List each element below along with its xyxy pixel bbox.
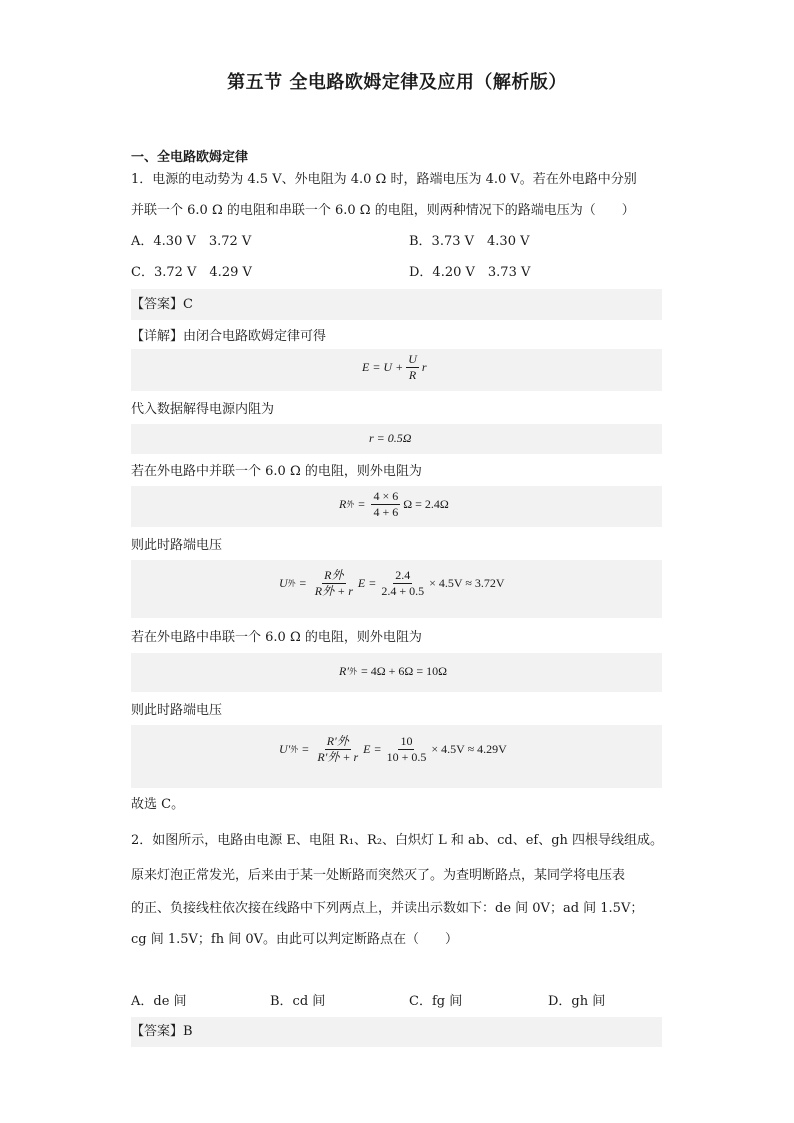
q1-text-4: 若在外电路中串联一个 6.0 Ω 的电阻，则外电阻为 (131, 630, 422, 645)
formula-text: r (421, 360, 427, 374)
formula-parallel-resistance (339, 490, 449, 519)
formula-text: E = U + (362, 360, 404, 374)
formula-subscript: 外 (290, 745, 299, 754)
q2-answer: 【答案】B (131, 1024, 193, 1039)
q1-option-d: D．4.20 V 3.73 V (409, 265, 531, 280)
fraction-denominator: 2.4 + 0.5 (381, 584, 425, 598)
q2-option-b: B．cd 间 (270, 994, 326, 1009)
formula-equals: = (298, 576, 307, 590)
formula-symbol: U′ (279, 742, 291, 756)
formula-subscript: 外 (346, 500, 355, 509)
q1-text-5: 则此时路端电压 (131, 703, 223, 718)
q2-stem-line3: 的正、负接线柱依次接在线路中下列两点上，并读出示数如下：de 间 0V；ad 间 1.5V； (131, 901, 644, 916)
fraction-numerator: R外 (324, 568, 344, 582)
fraction-denominator: R外 + r (314, 584, 353, 598)
q1-stem-line2: 并联一个 6.0 Ω 的电阻和串联一个 6.0 Ω 的电阻，则两种情况下的路端电压为（ ） (131, 203, 635, 218)
fraction-denominator: R (408, 368, 417, 382)
q2-option-a: A．de 间 (131, 994, 187, 1009)
fraction-denominator: 4 + 6 (373, 505, 399, 519)
formula-text: × 4.5V ≈ 4.29V (431, 742, 507, 756)
formula-ohm-law (362, 353, 427, 382)
q1-option-a: A．4.30 V 3.72 V (131, 234, 252, 249)
q2-option-d: D．gh 间 (548, 994, 606, 1009)
formula-terminal-voltage-parallel (279, 569, 505, 598)
fraction-denominator: R′外 + r (317, 750, 359, 764)
answer-box (131, 289, 662, 320)
formula-symbol: R (339, 497, 347, 511)
fraction-numerator: U (408, 352, 417, 366)
q2-stem-line2: 原来灯泡正常发光，后来由于某一处断路而突然灭了。为查明断路点，某同学将电压表 (131, 868, 626, 883)
formula-symbol: R′ (339, 664, 349, 678)
q2-stem-line1: 2．如图所示，电路由电源 E、电阻 R₁、R₂、白炽灯 L 和 ab、cd、ef、gh 四根导线组成。 (131, 833, 664, 848)
q1-text-1: 代入数据解得电源内阻为 (131, 402, 275, 417)
q1-conclusion: 故选 C。 (131, 797, 185, 812)
formula-text: × 4.5V ≈ 3.72V (429, 576, 505, 590)
section-heading: 一、全电路欧姆定律 (131, 150, 249, 165)
page-title: 第五节 全电路欧姆定律及应用（解析版） (227, 72, 567, 93)
q1-stem-line1: 1．电源的电动势为 4.5 V、外电阻为 4.0 Ω 时，路端电压为 4.0 V。若在外电路中分别 (131, 172, 637, 187)
formula-symbol: U (279, 576, 288, 590)
formula-text: r = 0.5Ω (369, 431, 412, 445)
formula-text: = 4Ω + 6Ω = 10Ω (360, 664, 448, 678)
formula-text: E = (357, 576, 377, 590)
formula-subscript: 外 (348, 667, 357, 676)
q2-stem-line4: cg 间 1.5V；fh 间 0V。由此可以判定断路点在（ ） (131, 932, 459, 947)
formula-internal-resistance (369, 431, 411, 446)
formula-equals: = (357, 497, 366, 511)
fraction-numerator: R′外 (326, 734, 349, 748)
fraction-numerator: 10 (400, 734, 413, 748)
answer-box (131, 1017, 662, 1047)
fraction-numerator: 4 × 6 (373, 489, 399, 503)
formula-equals: = (301, 742, 310, 756)
fraction-denominator: 10 + 0.5 (386, 750, 427, 764)
formula-subscript: 外 (287, 579, 296, 588)
q1-answer: 【答案】C (131, 297, 193, 312)
q1-text-2: 若在外电路中并联一个 6.0 Ω 的电阻，则外电阻为 (131, 464, 422, 479)
formula-text: Ω = 2.4Ω (403, 497, 449, 511)
q1-detail-intro: 【详解】由闭合电路欧姆定律可得 (131, 329, 327, 344)
formula-series-resistance (339, 664, 447, 679)
q1-option-c: C．3.72 V 4.29 V (131, 265, 252, 280)
q2-option-c: C．fg 间 (409, 994, 463, 1009)
formula-text: E = (363, 742, 382, 756)
formula-terminal-voltage-series (279, 735, 507, 764)
fraction-numerator: 2.4 (395, 568, 411, 582)
q1-text-3: 则此时路端电压 (131, 538, 223, 553)
q1-option-b: B．3.73 V 4.30 V (409, 234, 530, 249)
